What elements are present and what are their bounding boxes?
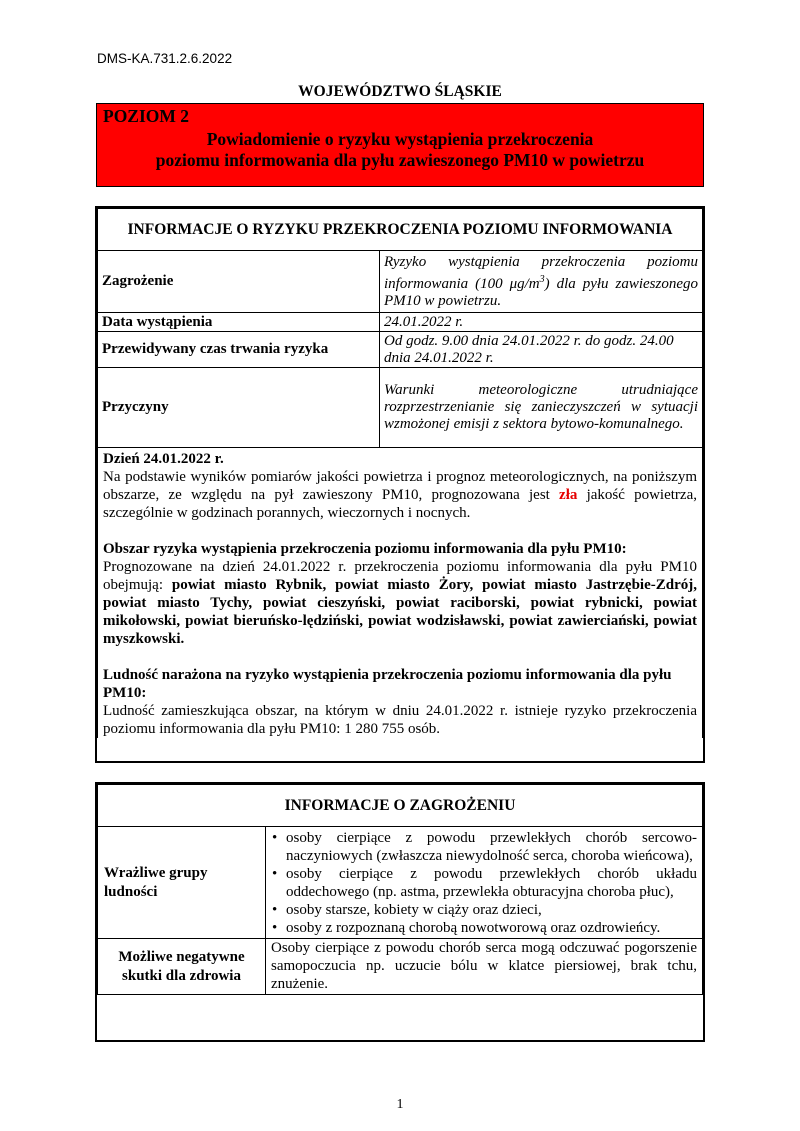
sensitive-groups-cell — [266, 827, 703, 939]
list-item: • osoby starsze, kobiety w ciąży oraz dzieci, — [268, 901, 697, 919]
threat-label: Zagrożenie — [98, 251, 380, 313]
population-heading: Ludność narażona na ryzyko wystąpienia przekroczenia poziomu informowania dla pyłu PM10: — [103, 667, 672, 701]
risk-info-panel — [95, 206, 705, 763]
day-heading: Dzień 24.01.2022 r. — [103, 451, 224, 467]
causes-value: Warunki meteorologiczne utrudniające rozprzestrzenianie się zanieczyszczeń w sytuacji wzmożonej emisji z sektora bytowo-komunalnego. — [380, 368, 703, 448]
alert-banner — [96, 103, 704, 187]
page-number: 1 — [396, 1097, 404, 1112]
causes-label: Przyczyny — [98, 368, 380, 448]
area-list: powiat miasto Rybnik, powiat miasto Żory, powiat miasto Jastrzębie-Zdrój, powiat miasto Tychy, powiat cieszyński, powiat raciborski, powiat rybnicki, powiat mikołowski, powiat bieruńsko-lędziński, powiat wodzisławski, powiat zawierciański, powiat myszkowski. — [103, 577, 697, 647]
alert-title — [97, 129, 703, 171]
list-item: • osoby cierpiące z powodu przewlekłych chorób układu oddechowego (np. astma, przewlekła obturacyjna choroba płuc), — [268, 865, 697, 901]
date-label: Data wystąpienia — [98, 313, 380, 332]
health-effects-text: Osoby cierpiące z powodu chorób serca mogą odczuwać pogorszenie samopoczucia np. uczucie bólu w klatce piersiowej, brak tchu, znużenie. — [266, 939, 703, 995]
sensitive-groups-list — [268, 829, 697, 937]
list-item: • osoby z rozpoznaną chorobą nowotworową oraz ozdrowieńcy. — [268, 919, 697, 937]
hazard-info-heading: INFORMACJE O ZAGROŻENIU — [98, 785, 703, 827]
hazard-info-table — [97, 784, 703, 995]
risk-details — [98, 448, 702, 738]
duration-label: Przewidywany czas trwania ryzyka — [98, 332, 380, 368]
risk-info-table — [97, 208, 703, 738]
duration-value: Od godz. 9.00 dnia 24.01.2022 r. do godz. 24.00 dnia 24.01.2022 r. — [380, 332, 703, 368]
alert-title-line2: poziomu informowania dla pyłu zawieszonego PM10 w powietrzu — [155, 150, 645, 170]
health-effects-label: Możliwe negatywne skutki dla zdrowia — [98, 939, 266, 995]
threat-value: Ryzyko wystąpienia przekroczenia poziomu informowania (100 $\mu g/m^3$) dla pyłu zawieszonego PM10 w powietrzu. — [380, 251, 703, 313]
list-item: • osoby cierpiące z powodu przewlekłych chorób sercowo-naczyniowych (zwłaszcza niewydolność serca, choroba wieńcowa), — [268, 829, 697, 865]
area-heading: Obszar ryzyka wystąpienia przekroczenia poziomu informowania dla pyłu PM10: — [103, 541, 627, 557]
date-value: 24.01.2022 r. — [380, 313, 703, 332]
region-title: WOJEWÓDZTWO ŚLĄSKIE — [298, 83, 502, 100]
area-text: Prognozowane na dzień 24.01.2022 r. przekroczenia poziomu informowania dla pyłu PM10 obejmują: powiat miasto Rybnik, powiat miasto Żory, powiat miasto Jastrzębie-Zdrój, powiat miasto Tychy, powiat cieszyński, powiat raciborski, powiat rybnicki, powiat mikołowski, powiat bieruńsko-lędziński, powiat wodzisławski, powiat zawierciański, powiat myszkowski. — [103, 559, 697, 647]
hazard-info-panel — [95, 782, 705, 1042]
document-id: DMS-KA.731.2.6.2022 — [97, 51, 233, 66]
population-text: Ludność zamieszkująca obszar, na którym w dniu 24.01.2022 r. istnieje ryzyko przekroczenia poziomu informowania dla pyłu PM10: 1 280 755 osób. — [103, 703, 697, 737]
sensitive-groups-label: Wrażliwe grupy ludności — [98, 827, 266, 939]
day-text: Na podstawie wyników pomiarów jakości powietrza i prognoz meteorologicznych, na poniższym obszarze, ze względu na pył zawieszony PM10, prognozowana jest zła jakość powietrza, szczególnie w godzinach porannych, wieczornych i nocnych. — [103, 469, 697, 521]
risk-info-heading: INFORMACJE O RYZYKU PRZEKROCZENIA POZIOMU INFORMOWANIA — [98, 209, 703, 251]
risk-details-cell — [98, 448, 703, 739]
alert-title-line1: Powiadomienie o ryzyku wystąpienia przekroczenia — [206, 129, 594, 149]
alert-level: POZIOM 2 — [103, 106, 190, 126]
quality-highlight: zła — [559, 487, 578, 503]
